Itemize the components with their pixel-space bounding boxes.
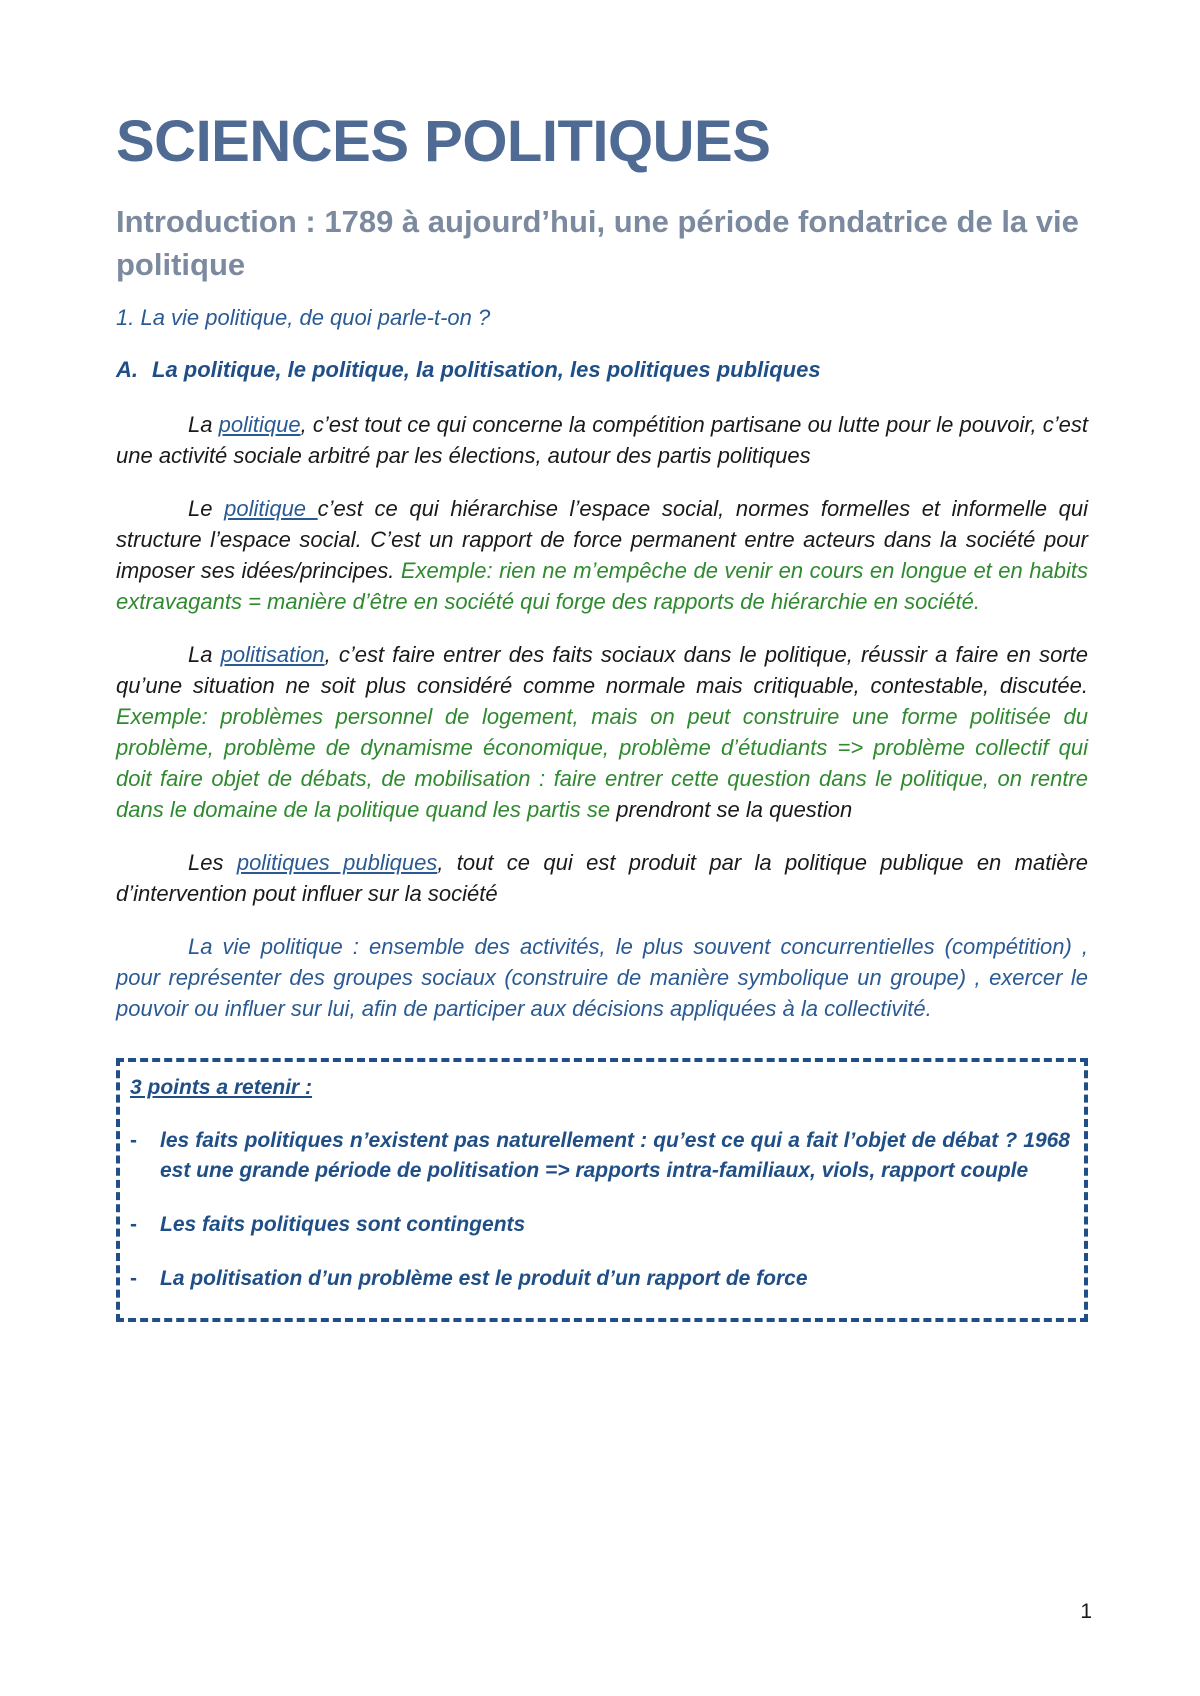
key-point — [130, 1210, 1070, 1240]
key-points-title: 3 points a retenir : — [130, 1075, 313, 1099]
paragraph-la-politisation — [116, 639, 1088, 825]
bullet-dash: - — [130, 1266, 137, 1290]
example-text: Exemple: rien ne m’empêche de venir en cours en longue et en habits extravagants = manière d’être en société qui forge des rapports de hiérarchie en société. — [116, 557, 1088, 614]
page-number: 1 — [1080, 1600, 1092, 1623]
subsection-text: La politique, le politique, la politisation, les politiques publiques — [152, 356, 821, 382]
paragraph-politiques-publiques — [116, 847, 1088, 909]
term-politique: politique — [218, 411, 301, 437]
subsection-heading — [116, 357, 1088, 383]
term-le-politique: politique — [224, 495, 318, 521]
paragraph-lead: Le — [188, 495, 225, 521]
key-point-text: Les faits politiques sont contingents — [160, 1212, 526, 1236]
term-politiques-publiques: politiques publiques — [236, 849, 438, 875]
paragraph-lead: Les — [188, 849, 237, 875]
introduction-heading: Introduction : 1789 à aujourd’hui, une période fondatrice de la vie politique — [116, 203, 1079, 283]
paragraph-body: , tout ce qui est produit par la politique publique en matière d’intervention pout influer sur la société — [116, 849, 1088, 906]
bullet-dash: - — [130, 1212, 137, 1236]
paragraph-body: c’est ce qui hiérarchise l’espace social, normes formelles et informelle qui structure l’espace social. C’est un rapport de force permanent entre acteurs dans la société pour imposer ses idées/principes. — [116, 495, 1088, 583]
paragraph-la-politique — [116, 409, 1088, 471]
key-point-text: La politisation d’un problème est le produit d’un rapport de force — [160, 1266, 808, 1290]
key-point-text: les faits politiques n’existent pas naturellement : qu’est ce qui a fait l’objet de débat ? 1968 est une grande période de politisation => rapports intra-familiaux, viols, rapport couple — [160, 1128, 1070, 1182]
paragraph-body: , c’est tout ce qui concerne la compétition partisane ou lutte pour le pouvoir, c’est une activité sociale arbitré par les élections, autour des partis politiques — [116, 411, 1088, 468]
document-title: SCIENCES POLITIQUES — [116, 109, 771, 174]
example-text: Exemple: problèmes personnel de logement, mais on peut construire une forme politisée du problème, problème de dynamisme économique, problème d’étudiants => problème collectif qui doit faire objet de débats, de mobilisation : faire entrer cette question dans le politique, on rentre dans le domaine de la politique quand les partis se — [116, 703, 1088, 822]
term-politisation: politisation — [220, 641, 325, 667]
bullet-dash: - — [130, 1128, 137, 1152]
key-point — [130, 1264, 1070, 1294]
paragraph-le-politique — [116, 493, 1088, 617]
key-points-box — [116, 1058, 1088, 1322]
paragraph-lead: La — [188, 641, 221, 667]
paragraph-tail: prendront se la question — [610, 796, 853, 822]
subsection-letter: A. — [116, 356, 138, 382]
paragraph-body: , c’est faire entrer des faits sociaux dans le politique, réussir a faire en sorte qu’une situation ne soit plus considéré comme normale mais critiquable, contestable, discutée. — [116, 641, 1088, 698]
definition-vie-politique: La vie politique : ensemble des activités, le plus souvent concurrentielles (compétition) , pour représenter des groupes sociaux (construire de manière symbolique un groupe) , exercer le pouvoir ou influer sur lui, afin de participer aux décisions appliquées à la collectivité. — [116, 933, 1088, 1021]
section-heading: 1. La vie politique, de quoi parle-t-on ? — [116, 304, 491, 330]
document-page — [116, 110, 1088, 1322]
paragraph-lead: La — [188, 411, 219, 437]
key-point — [130, 1126, 1070, 1186]
